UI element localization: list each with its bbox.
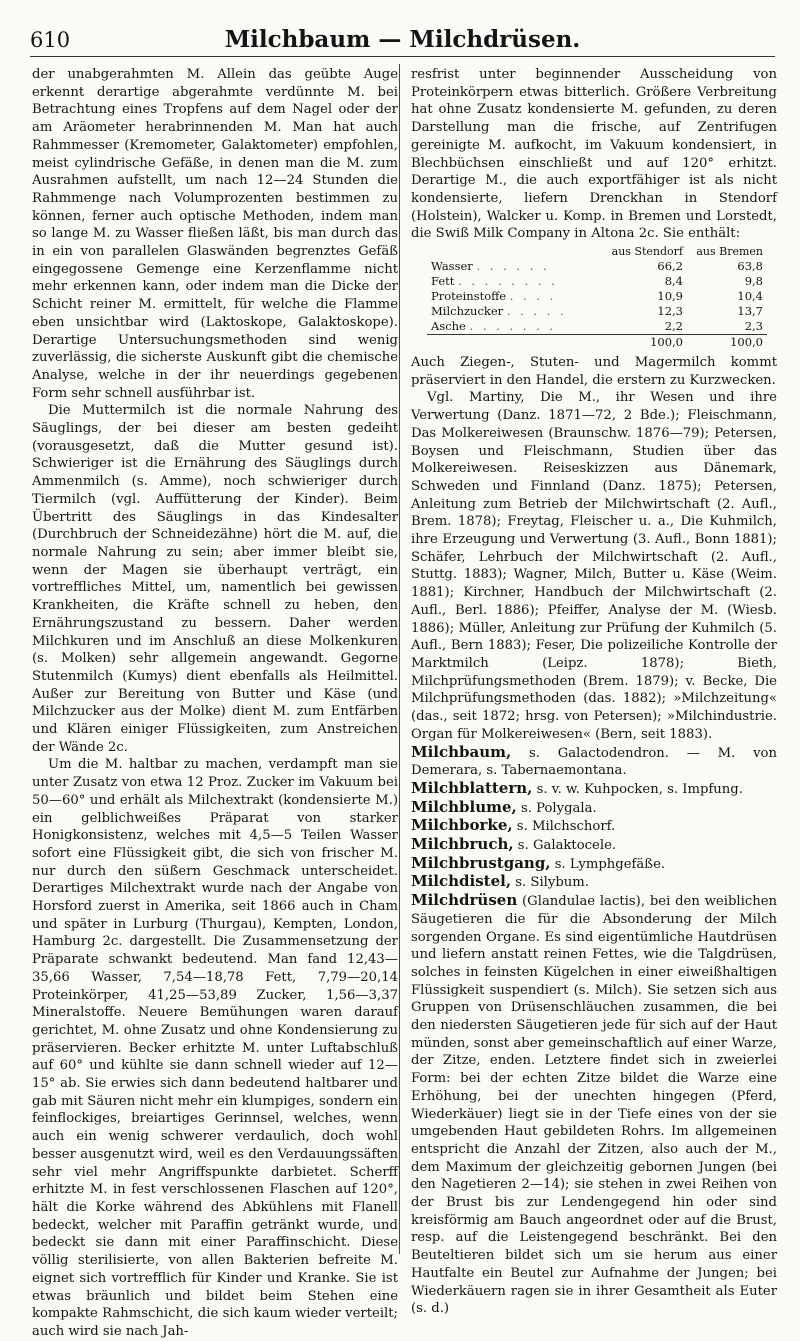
page-number: 610 <box>30 28 71 52</box>
literature-paragraph: Vgl. Martiny, Die M., ihr Wesen und ihre Verwertung (Danz. 1871—72, 2 Bde.); Fleischmann, Das Molkereiwesen (Braunschw. 1876—79); Petersen, Boysen und Fleischmann, Studien über das Molkereiwesen. Reiseskizzen aus Dänemark, Schweden und Finnland (Danz. 1875); Petersen, Anleitung zum Betrieb der Milchwirtschaft (2. Aufl., Brem. 1878); Freytag, Fleischer u. a., Die Kuhmilch, ihre Erzeugung und Verwertung (3. Aufl., Bonn 1881); Schäfer, Lehrbuch der Milchwirtschaft (2. Aufl., Stuttg. 1883); Wagner, Milch, Butter u. Käse (Weim. 1881); Kirchner, Handbuch der Milchwirtschaft (2. Aufl., Berl. 1886); Pfeiffer, Analyse der M. (Wiesb. 1886); Müller, Anleitung zur Prüfung der Kuhmilch (5. Aufl., Bern 1883); Feser, Die polizeiliche Kontrolle der Marktmilch (Leipz. 1878); Bieth, Milchprüfungsmethoden (Brem. 1879); v. Becke, Die Milchprüfungsmethoden (das. 1882); »Milchzeitung« (das., seit 1872; hrsg. von Petersen); »Milchindustrie. Organ für Molkereiwesen« (Bern, seit 1883). <box>411 390 777 742</box>
table-row: Proteinstoffe . . . . 10,9 10,4 <box>427 289 767 304</box>
paragraph: resfrist unter beginnender Ausscheidung von Proteinkörpern etwas bitterlich. Größere Verbreitung hat ohne Zusatz kondensierte M. gefunden, zu deren Darstellung man die frische, auf Zentrifugen gereinigte M. aufkocht, im Vakuum kondensiert, in Blechbüchsen einschließt und auf 120° erhitzt. Derartige M., die auch exportfähiger ist als nicht kondensierte, liefern Drenckhan in Stendorf (Holstein), Walcker u. Komp. in Bremen und Lorstedt, die Swiß Milk Company in Altona 2c. Sie enthält: <box>411 67 777 242</box>
table-cell: 100,0 <box>687 335 767 351</box>
paragraph: Die Muttermilch ist die normale Nahrung des Säuglings, der bei dieser am besten gedeiht (vorausgesetzt, daß die Mutter gesund ist). Schwieriger ist die Ernährung des Säuglings durch Ammenmilch (s. Amme), noch schwieriger durch Tiermilch (vgl. Auffütterung der Kinder). Beim Übertritt des Säuglings in das Kindesalter (Durchbruch der Schneidezähne) hört die M. auf, die normale Nahrung zu sein; aber immer bleibt sie, wenn der Magen sie überhaupt verträgt, ein vortreffliches Mittel, um, namentlich bei gewissen Krankheiten, die Kräfte schnell zu heben, den Ernährungszustand zu bessern. Daher werden Milchkuren und im Anschluß an diese Molkenkuren (s. Molken) sehr allgemein angewandt. Gegorne Stutenmilch (Kumys) dient ebenfalls als Heilmittel. Außer zur Bereitung von Butter und Käse (und Milchzucker aus der Molke) dient M. zum Entfärben und Klären einiger Flüssigkeiten, zum Anstreichen der Wände 2c. <box>32 403 398 755</box>
table-header: aus Bremen <box>696 245 763 259</box>
dictionary-entry <box>411 836 777 855</box>
table-row: Fett . . . . . . . . 8,4 9,8 <box>427 274 767 289</box>
table-row: Wasser . . . . . . 66,2 63,8 <box>427 259 767 274</box>
entry-headword: Milchdistel, <box>411 872 512 891</box>
dictionary-entry <box>411 855 777 874</box>
dictionary-entry <box>411 892 777 1318</box>
dictionary-entry <box>411 817 777 836</box>
entry-text: s. Galaktocele. <box>513 838 617 854</box>
table-cell: 12,3 <box>657 304 683 319</box>
page-title: Milchbaum — Milchdrüsen. <box>224 26 581 53</box>
composition-table <box>427 244 767 350</box>
table-cell: Wasser <box>431 259 473 274</box>
table-cell: 13,7 <box>737 304 763 319</box>
entry-headword: Milchdrüsen <box>411 891 518 910</box>
dictionary-entry <box>411 744 777 780</box>
table-cell: 8,4 <box>664 274 683 289</box>
table-cell: 63,8 <box>737 259 763 274</box>
table-cell: Fett <box>431 274 455 289</box>
entry-text: s. Silybum. <box>511 875 589 891</box>
paragraph: der unabgerahmten M. Allein das geübte Auge erkennt derartige abgerahmte verdünnte M. bei Betrachtung eines Tropfens auf dem Nagel oder der am Aräometer herabrinnenden M. Man hat auch Rahmmesser (Kremometer, Galaktometer) empfohlen, meist cylindrische Gefäße, in denen man die M. zum Ausrahmen aufstellt, um nach 12—24 Stunden die Rahmmenge nach Volumprozenten bestimmen zu können, ferner auch optische Methoden, indem man so lange M. zu Wasser fließen läßt, bis man durch das in ein von parallelen Glaswänden begrenztes Gefäß eingegossene Gemenge eine Kerzenflamme nicht mehr erkennen kann, oder indem man die Dicke der Schicht reiner M. ermittelt, für welche die Flamme eben unsichtbar wird (Laktoskope, Galaktoskope). Derartige Untersuchungsmethoden sind wenig zuverlässig, die sicherste Auskunft gibt die chemische Analyse, welche in der ihr neuerdings gegebenen Form sehr schnell ausführbar ist. <box>32 67 398 401</box>
table-cell: Asche <box>431 319 466 334</box>
entry-headword: Milchbrustgang, <box>411 853 551 872</box>
entry-text: s. v. w. Kuhpocken, s. Impfung. <box>532 781 743 797</box>
entry-text: s. Lymphgefäße. <box>550 856 666 872</box>
paragraph: Um die M. haltbar zu machen, verdampft man sie unter Zusatz von etwa 12 Proz. Zucker im Vakuum bei 50—60° und erhält als Milchextrakt (kondensierte M.) ein gelblichweißes Präparat von starker Honigkonsistenz, welches mit 4,5—5 Teilen Wasser sofort eine Flüssigkeit gibt, die sich von frischer M. nur durch den süßern Geschmack unterscheidet. Derartiges Milchextrakt wurde nach der Angabe von Horsford zuerst in Amerika, seit 1866 auch in Cham und später in Lurburg (Thurgau), Kempten, London, Hamburg 2c. dargestellt. Die Zusammensetzung der Präparate schwankt bedeutend. Man fand 12,43—35,66 Wasser, 7,54—18,78 Fett, 7,79—20,14 Proteinkörper, 41,25—53,89 Zucker, 1,56—3,37 Mineralstoffe. Neuere Bemühungen waren darauf gerichtet, M. ohne Zusatz und ohne Kondensierung zu präservieren. Becker erhitzte M. unter Luftabschluß auf 60° und kühlte sie dann schnell wieder auf 12—15° ab. Sie erwies sich dann bedeutend haltbarer und gab mit Säuren nicht mehr ein klumpiges, sondern ein feinflockiges, breiartiges Gerinnsel, welches, wenn auch ein wenig schwerer verdaulich, doch wohl besser ausgenutzt wird, weil es den Verdauungssäften sehr viel mehr Angriffspunkte darbietet. Scherff erhitzte M. in fest verschlossenen Flaschen auf 120°, hält die Korke während des Abkühlens mit Flanell bedeckt, welcher mit Paraffin getränkt wurde, und bedeckt sie dann mit einer Paraffinschicht. Diese völlig sterilisierte, von allen Bakterien befreite M. eignet sich vortrefflich für Kinder und Kranke. Sie ist etwas bräunlich und bildet beim Stehen eine kompakte Rahmschicht, die sich kaum wieder verteilt; auch wird sie nach Jah- <box>32 757 398 1339</box>
entry-text: (Glandulae lactis), bei den weiblichen Säugetieren die für die Absonderung der Milch sorgenden Organe. Es sind eigentümliche Hautdrüsen und liefern anstatt reinen Fettes, wie die Talgdrüsen, solches in feinsten Kügelchen in einer eiweißhaltigen Flüssigkeit suspendiert (s. Milch). Sie setzen sich aus Gruppen von Drüsenschläuchen zusammen, die bei den niedersten Säugetieren jede für sich auf der Haut münden, sonst aber gemeinschaftlich auf einer Warze, der Zitze, enden. Letztere findet sich in zweierlei Form: bei der echten Zitze bildet die Warze eine Erhöhung, bei der unechten hingegen (Pferd, Wiederkäuer) liegt sie in der Tiefe eines von der sie umgebenden Haut gebildeten Rohrs. Im allgemeinen entspricht die Anzahl der Zitzen, also auch der M., dem Maximum der gleichzeitig gebornen Jungen (bei den Nagetieren 2—14); sie stehen in zwei Reihen von der Brust bis zur Lendengegend hin oder sind kreisförmig am Bauch angeordnet oder auf die Brust, resp. auf die Leistengegend beschränkt. Bei den Beuteltieren bildet sich um sie herum aus einer Hautfalte ein Beutel zur Aufnahme der Jungen; bei Wiederkäuern ragen sie in ihrer Gesamtheit als Euter (s. d.) <box>411 894 777 1317</box>
table-row: Asche . . . . . . . 2,2 2,3 <box>427 319 767 335</box>
dictionary-entry <box>411 780 777 799</box>
entry-headword: Milchblattern, <box>411 778 533 797</box>
left-column <box>32 66 398 1341</box>
page-header <box>30 26 775 57</box>
entry-text: s. Polygala. <box>516 800 597 816</box>
table-cell: Milchzucker <box>431 304 504 319</box>
table-cell: 66,2 <box>657 259 683 274</box>
table-cell: 2,3 <box>744 319 763 334</box>
table-cell: 10,4 <box>737 289 763 304</box>
column-divider <box>399 64 400 1254</box>
table-cell: 10,9 <box>657 289 683 304</box>
entry-headword: Milchbaum, <box>411 742 512 761</box>
table-total-row <box>427 335 767 351</box>
entry-headword: Milchborke, <box>411 816 513 835</box>
entry-text: s. Galactodendron. — M. von Demerara, s. Tabernaemontana. <box>411 745 777 779</box>
table-cell: Proteinstoffe <box>431 289 507 304</box>
right-column <box>411 66 777 1318</box>
entry-headword: Milchbruch, <box>411 835 514 854</box>
dictionary-entry <box>411 873 777 892</box>
table-cell: 100,0 <box>607 335 687 351</box>
entry-headword: Milchblume, <box>411 797 517 816</box>
entry-text: s. Milchschorf. <box>512 819 616 835</box>
table-cell: 9,8 <box>744 274 763 289</box>
table-cell: 2,2 <box>664 319 683 334</box>
paragraph: Auch Ziegen-, Stuten- und Magermilch kommt präserviert in den Handel, die erstern zu Kurzwecken. <box>411 355 777 388</box>
table-row: Milchzucker . . . . . 12,3 13,7 <box>427 304 767 319</box>
dictionary-entry <box>411 799 777 818</box>
table-header: aus Stendorf <box>611 245 683 259</box>
